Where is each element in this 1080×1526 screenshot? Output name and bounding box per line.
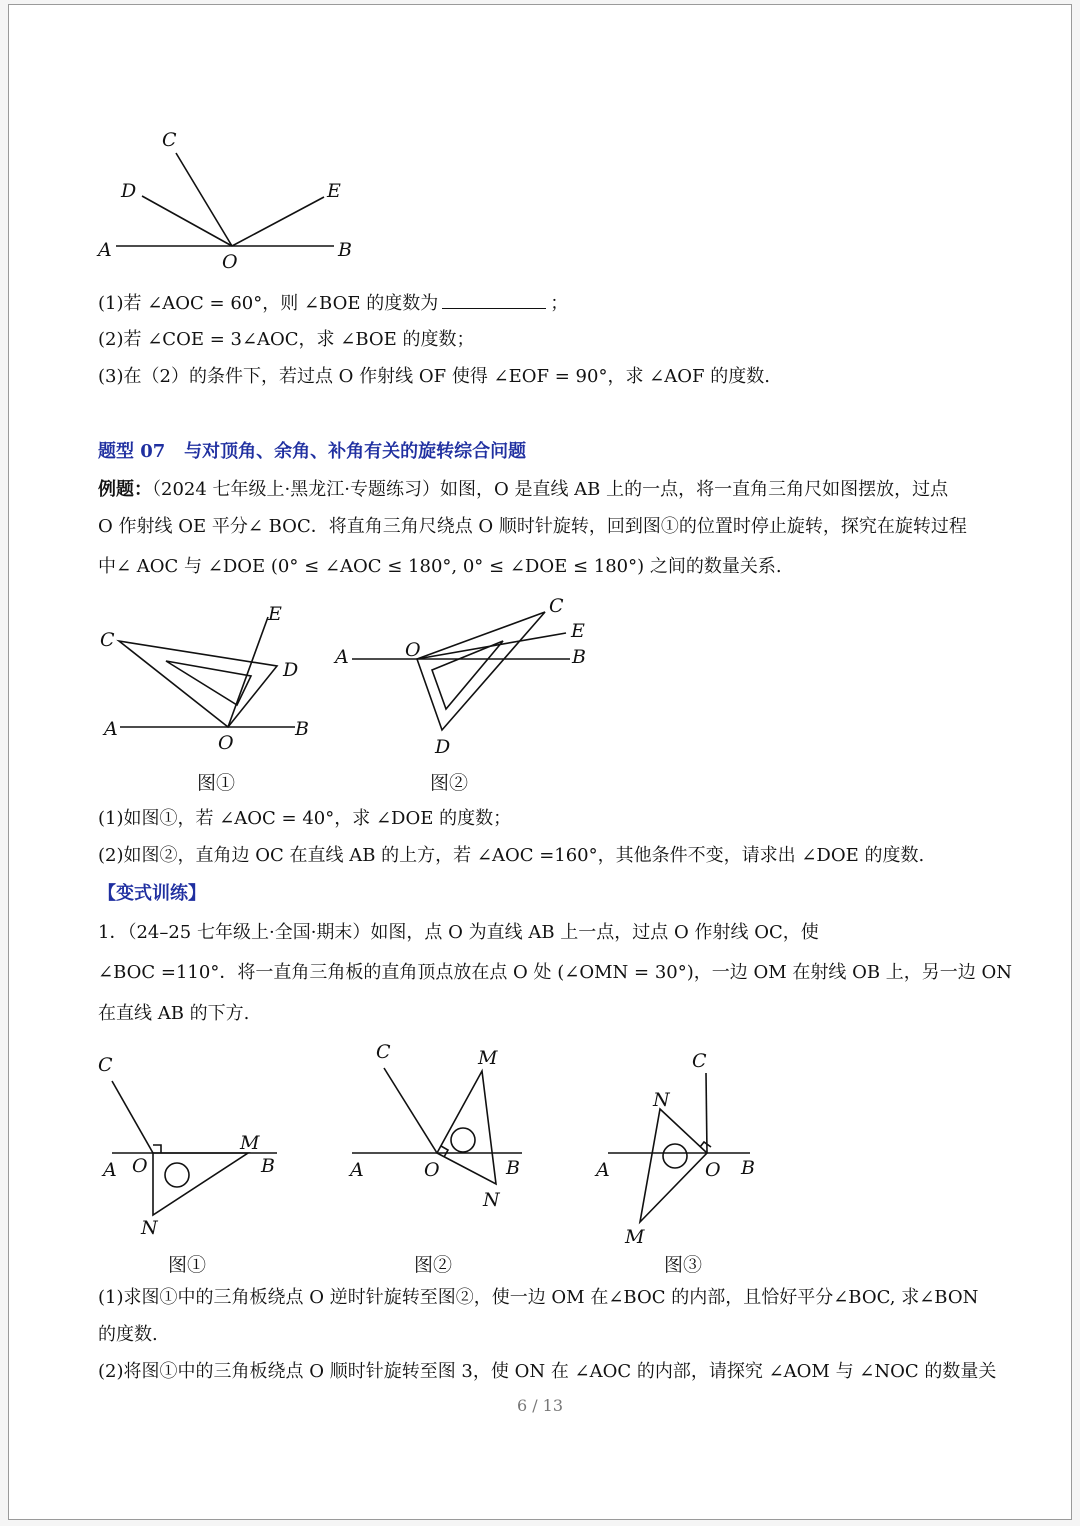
q1-part3: (3)在（2）的条件下，若过点 O 作射线 OF 使得 ∠EOF = 90°，求 ∠AOF 的度数.	[98, 366, 770, 387]
example-line2: O 作射线 OE 平分∠ BOC．将直角三角尺绕点 O 顺时针旋转，回到图①的位置时停止旋转，探究在旋转过程	[98, 516, 967, 537]
label-B: B	[338, 239, 352, 261]
label-M: M	[478, 1047, 498, 1069]
example-fig2-caption: 图②	[430, 772, 469, 794]
label-N: N	[141, 1217, 158, 1239]
label-A: A	[350, 1159, 364, 1181]
label-A: A	[104, 718, 118, 740]
variant-line2: ∠BOC =110°．将一直角三角板的直角顶点放在点 O 处 (∠OMN = 30°)，一边 OM 在射线 OB 上，另一边 ON	[98, 962, 1013, 983]
label-O: O	[132, 1155, 148, 1177]
q1-part2: (2)若 ∠COE = 3∠AOC，求 ∠BOE 的度数；	[98, 329, 475, 350]
label-E: E	[268, 603, 282, 625]
section-title: 与对顶角、余角、补角有关的旋转综合问题	[184, 441, 527, 462]
example-line3: 中∠ AOC 与 ∠DOE (0° ≤ ∠AOC ≤ 180°, 0° ≤ ∠DOE ≤ 180°) 之间的数量关系.	[98, 556, 782, 577]
label-B: B	[741, 1157, 755, 1179]
label-B: B	[295, 718, 309, 740]
label-D: D	[121, 180, 137, 202]
example-q2: (2)如图②，直角边 OC 在直线 AB 的上方，若 ∠AOC =160°，其他条件不变，请求出 ∠DOE 的度数.	[98, 845, 925, 866]
label-C: C	[692, 1050, 707, 1072]
variant-q1-line1: (1)求图①中的三角板绕点 O 逆时针旋转至图②，使一边 OM 在∠BOC 的内部，且恰好平分∠BOC, 求∠BON	[98, 1287, 979, 1308]
label-C: C	[98, 1054, 113, 1076]
example-line1-text: （2024 七年级上·黑龙江·专题练习）如图，O 是直线 AB 上的一点，将一直角三角尺如图摆放，过点	[152, 479, 949, 500]
page-number: 6 / 13	[516, 1396, 564, 1415]
label-E: E	[327, 180, 341, 202]
variant-line3: 在直线 AB 的下方.	[98, 1003, 250, 1024]
label-O: O	[218, 732, 234, 754]
label-C: C	[162, 129, 177, 151]
variant-q2: (2)将图①中的三角板绕点 O 顺时针旋转至图 3，使 ON 在 ∠AOC 的内部，请探究 ∠AOM 与 ∠NOC 的数量关	[98, 1361, 997, 1382]
q1-part1-end: ；	[550, 293, 569, 314]
label-D: D	[435, 736, 451, 758]
variant-line1: 1．（24–25 七年级上·全国·期末）如图，点 O 为直线 AB 上一点，过点 O 作射线 OC，使	[98, 922, 819, 943]
label-C: C	[376, 1041, 391, 1063]
label-B: B	[261, 1155, 275, 1177]
label-B: B	[572, 646, 586, 668]
label-M: M	[240, 1132, 260, 1154]
variant-fig2-caption: 图②	[414, 1254, 453, 1276]
label-C: C	[549, 595, 564, 617]
label-O: O	[222, 251, 238, 273]
label-O: O	[424, 1159, 440, 1181]
label-C: C	[100, 629, 115, 651]
label-A: A	[98, 239, 112, 261]
label-O: O	[405, 639, 421, 661]
variant-title: 【变式训练】	[98, 883, 206, 904]
example-fig1-caption: 图①	[197, 772, 236, 794]
label-N: N	[653, 1089, 670, 1111]
label-D: D	[283, 659, 299, 681]
label-A: A	[335, 646, 349, 668]
label-E: E	[571, 620, 585, 642]
label-M: M	[625, 1226, 645, 1248]
label-N: N	[483, 1189, 500, 1211]
label-A: A	[103, 1159, 117, 1181]
q1-part1-text: (1)若 ∠AOC = 60°，则 ∠BOE 的度数为	[98, 293, 439, 314]
example-label: 例题：	[98, 479, 152, 500]
variant-q1-line2: 的度数.	[98, 1324, 158, 1345]
variant-fig1-caption: 图①	[168, 1254, 207, 1276]
label-B: B	[506, 1157, 520, 1179]
section-label: 题型 07	[98, 441, 166, 462]
label-O: O	[705, 1159, 721, 1181]
example-q1: (1)如图①，若 ∠AOC = 40°，求 ∠DOE 的度数；	[98, 808, 512, 829]
label-A: A	[596, 1159, 610, 1181]
variant-fig3-caption: 图③	[664, 1254, 703, 1276]
